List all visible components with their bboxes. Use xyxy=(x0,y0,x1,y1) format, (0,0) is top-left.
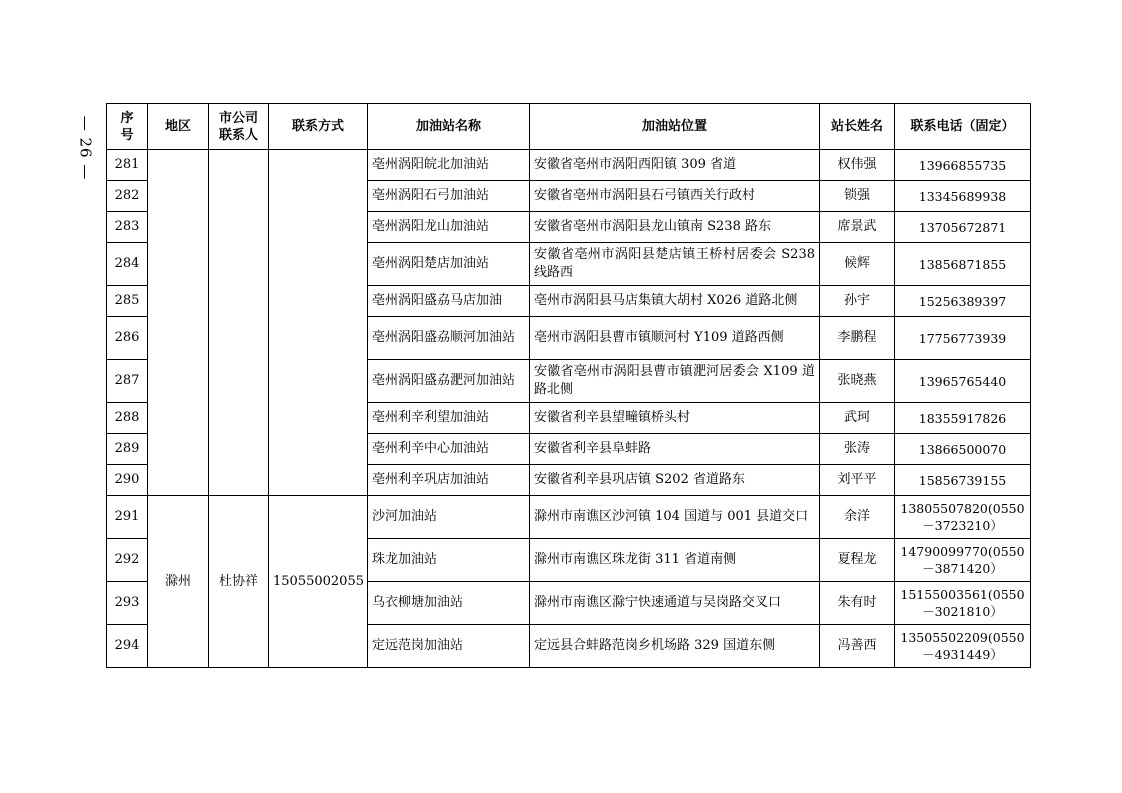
cell-manager: 候辉 xyxy=(820,243,895,286)
cell-phone: 17756773939 xyxy=(895,317,1031,360)
header-station-name: 加油站名称 xyxy=(368,104,530,150)
cell-phone: 13966855735 xyxy=(895,150,1031,181)
cell-phone: 15856739155 xyxy=(895,465,1031,496)
cell-station-location: 安徽省利辛县望疃镇桥头村 xyxy=(530,403,820,434)
cell-station-location: 安徽省利辛县阜蚌路 xyxy=(530,434,820,465)
cell-manager: 孙宇 xyxy=(820,286,895,317)
cell-phone: 18355917826 xyxy=(895,403,1031,434)
cell-station-location: 安徽省利辛县巩店镇 S202 省道路东 xyxy=(530,465,820,496)
cell-station-location: 安徽省亳州市涡阳县曹市镇淝河居委会 X109 道路北侧 xyxy=(530,360,820,403)
cell-no: 292 xyxy=(107,539,148,582)
cell-contact: 15055002055 xyxy=(269,496,368,668)
cell-manager: 冯善西 xyxy=(820,625,895,668)
cell-station-name: 亳州涡阳盛劦顺河加油站 xyxy=(368,317,530,360)
cell-no: 282 xyxy=(107,181,148,212)
cell-no: 283 xyxy=(107,212,148,243)
cell-station-location: 亳州市涡阳县曹市镇顺河村 Y109 道路西侧 xyxy=(530,317,820,360)
cell-manager: 武珂 xyxy=(820,403,895,434)
cell-phone: 13705672871 xyxy=(895,212,1031,243)
cell-phone: 13505502209(0550－4931449） xyxy=(895,625,1031,668)
cell-station-name: 亳州涡阳楚店加油站 xyxy=(368,243,530,286)
cell-no: 288 xyxy=(107,403,148,434)
cell-station-name: 亳州涡阳盛劦马店加油 xyxy=(368,286,530,317)
cell-manager: 刘平平 xyxy=(820,465,895,496)
cell-manager: 朱有时 xyxy=(820,582,895,625)
cell-no: 293 xyxy=(107,582,148,625)
cell-station-name: 亳州涡阳皖北加油站 xyxy=(368,150,530,181)
cell-manager: 锁强 xyxy=(820,181,895,212)
cell-no: 284 xyxy=(107,243,148,286)
cell-station-name: 沙河加油站 xyxy=(368,496,530,539)
cell-contact xyxy=(269,150,368,496)
cell-phone: 13345689938 xyxy=(895,181,1031,212)
header-contact: 联系方式 xyxy=(269,104,368,150)
cell-station-location: 滁州市南谯区滁宁快速通道与吴岗路交叉口 xyxy=(530,582,820,625)
cell-station-name: 亳州涡阳石弓加油站 xyxy=(368,181,530,212)
header-seq: 序 号 xyxy=(107,104,148,150)
cell-station-location: 滁州市南谯区沙河镇 104 国道与 001 县道交口 xyxy=(530,496,820,539)
cell-station-location: 安徽省亳州市涡阳县楚店镇王桥村居委会 S238 线路西 xyxy=(530,243,820,286)
cell-no: 291 xyxy=(107,496,148,539)
cell-phone: 14790099770(0550－3871420） xyxy=(895,539,1031,582)
header-station-location: 加油站位置 xyxy=(530,104,820,150)
cell-station-name: 亳州利辛利望加油站 xyxy=(368,403,530,434)
cell-manager: 李鹏程 xyxy=(820,317,895,360)
cell-phone: 13965765440 xyxy=(895,360,1031,403)
cell-manager: 席景武 xyxy=(820,212,895,243)
cell-no: 285 xyxy=(107,286,148,317)
header-row xyxy=(107,104,1031,150)
cell-manager: 张涛 xyxy=(820,434,895,465)
header-contact-person: 市公司 联系人 xyxy=(209,104,269,150)
header-manager: 站长姓名 xyxy=(820,104,895,150)
cell-no: 286 xyxy=(107,317,148,360)
cell-phone: 15155003561(0550－3021810） xyxy=(895,582,1031,625)
table-row xyxy=(107,496,1031,539)
cell-no: 281 xyxy=(107,150,148,181)
header-region: 地区 xyxy=(148,104,209,150)
cell-manager: 权伟强 xyxy=(820,150,895,181)
cell-station-location: 安徽省亳州市涡阳县石弓镇西关行政村 xyxy=(530,181,820,212)
table-row xyxy=(107,150,1031,181)
page-number-text: — 26 — xyxy=(76,115,94,181)
cell-contact-person xyxy=(209,150,269,496)
cell-station-location: 定远县合蚌路范岗乡机场路 329 国道东侧 xyxy=(530,625,820,668)
cell-station-location: 安徽省亳州市涡阳县龙山镇南 S238 路东 xyxy=(530,212,820,243)
cell-station-name: 乌衣柳塘加油站 xyxy=(368,582,530,625)
cell-region: 滁州 xyxy=(148,496,209,668)
header-phone: 联系电话（固定） xyxy=(895,104,1031,150)
page-number xyxy=(70,108,100,188)
cell-no: 287 xyxy=(107,360,148,403)
cell-station-location: 亳州市涡阳县马店集镇大胡村 X026 道路北侧 xyxy=(530,286,820,317)
cell-phone: 13856871855 xyxy=(895,243,1031,286)
cell-manager: 张晓燕 xyxy=(820,360,895,403)
cell-station-name: 珠龙加油站 xyxy=(368,539,530,582)
cell-no: 289 xyxy=(107,434,148,465)
cell-region xyxy=(148,150,209,496)
cell-station-location: 滁州市南谯区珠龙街 311 省道南侧 xyxy=(530,539,820,582)
gas-station-table xyxy=(106,103,1031,668)
cell-phone: 13805507820(0550－3723210） xyxy=(895,496,1031,539)
cell-station-name: 亳州利辛巩店加油站 xyxy=(368,465,530,496)
cell-station-name: 亳州涡阳龙山加油站 xyxy=(368,212,530,243)
cell-no: 290 xyxy=(107,465,148,496)
cell-manager: 余洋 xyxy=(820,496,895,539)
cell-station-location: 安徽省亳州市涡阳西阳镇 309 省道 xyxy=(530,150,820,181)
cell-station-name: 亳州涡阳盛劦淝河加油站 xyxy=(368,360,530,403)
cell-phone: 13866500070 xyxy=(895,434,1031,465)
cell-manager: 夏程龙 xyxy=(820,539,895,582)
cell-no: 294 xyxy=(107,625,148,668)
cell-station-name: 亳州利辛中心加油站 xyxy=(368,434,530,465)
cell-station-name: 定远范岗加油站 xyxy=(368,625,530,668)
cell-contact-person: 杜协祥 xyxy=(209,496,269,668)
cell-phone: 15256389397 xyxy=(895,286,1031,317)
